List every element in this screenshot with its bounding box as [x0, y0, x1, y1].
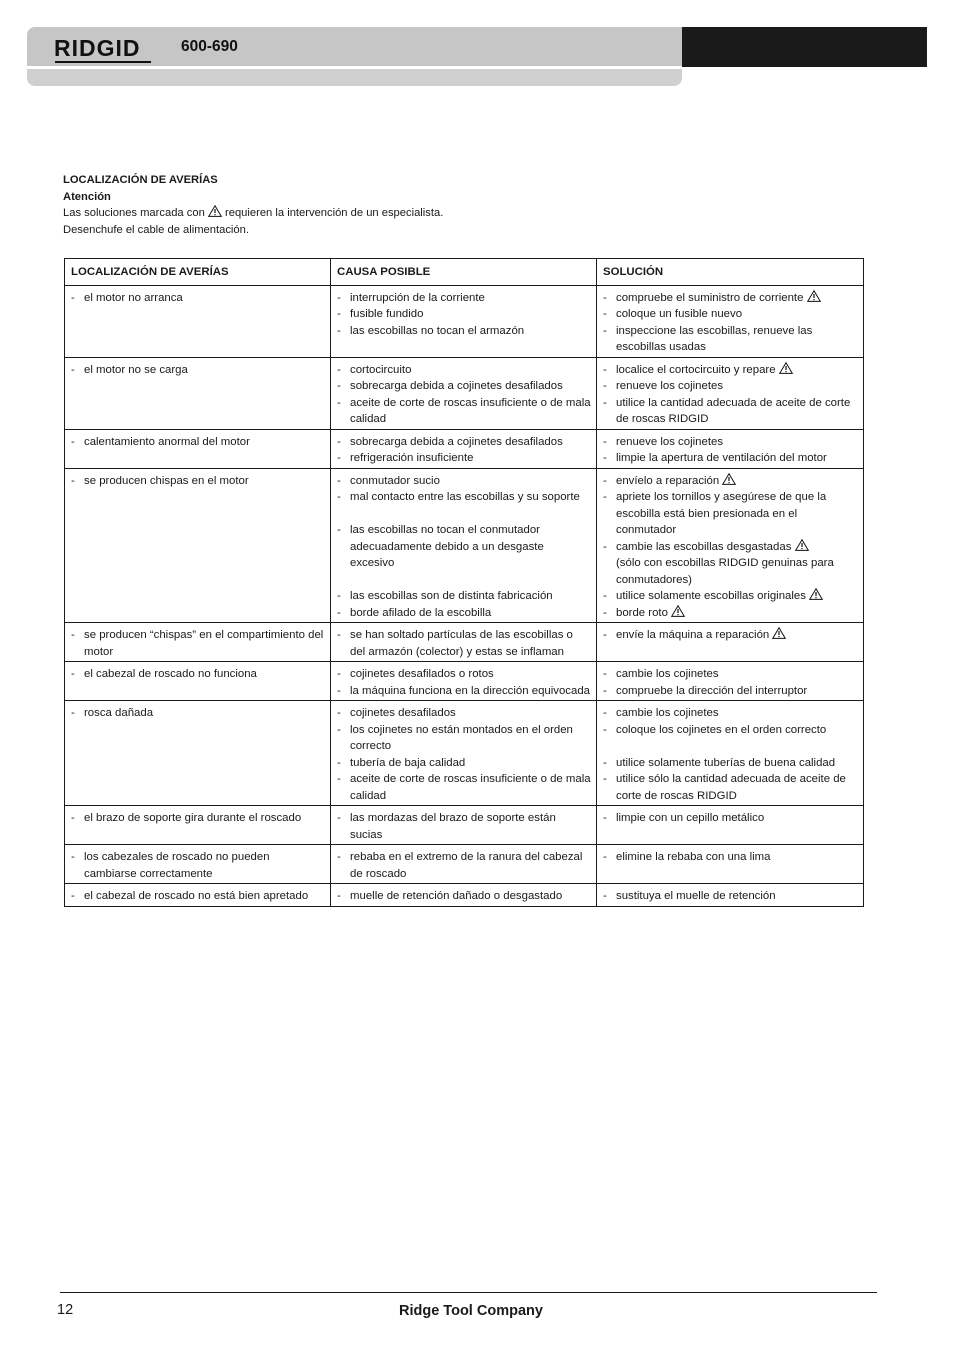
cause-cell — [331, 285, 597, 357]
list-spacer — [337, 506, 591, 523]
cause-item — [337, 362, 591, 379]
warning-triangle-icon — [809, 588, 823, 600]
solution-item-text: sustituya el muelle de retención — [616, 890, 776, 902]
cause-cell — [331, 429, 597, 468]
fault-cell — [65, 623, 331, 662]
solution-item — [603, 705, 858, 722]
solution-item — [603, 489, 858, 539]
cause-list — [337, 473, 591, 622]
fault-list — [71, 627, 325, 660]
fault-cell — [65, 468, 331, 623]
solution-cell — [597, 884, 864, 907]
solution-item — [603, 539, 858, 556]
solution-cell — [597, 285, 864, 357]
fault-item — [71, 888, 325, 905]
header-solution: SOLUCIÓN — [597, 259, 864, 286]
solution-item — [603, 555, 858, 588]
solution-item-text: elimine la rebaba con una lima — [616, 851, 771, 863]
header-underband — [27, 69, 682, 86]
solution-item — [603, 306, 858, 323]
warning-triangle-icon — [772, 627, 786, 639]
solution-item-text: envíe la máquina a reparación — [616, 629, 770, 641]
solution-item — [603, 627, 858, 644]
warning-triangle-icon — [795, 539, 809, 551]
fault-cell — [65, 845, 331, 884]
table-row — [65, 701, 864, 806]
solution-item — [603, 378, 858, 395]
solution-cell — [597, 429, 864, 468]
cause-item-text: cortocircuito — [350, 363, 412, 376]
solution-item-text: utilice la cantidad adecuada de aceite de corte de roscas RIDGID — [616, 396, 851, 425]
cause-item — [337, 771, 591, 804]
cause-item-text: rebaba en el extremo de la ranura del cabezal de roscado — [350, 851, 583, 880]
solution-item-text: renueve los cojinetes — [616, 435, 724, 448]
solution-item — [603, 810, 858, 827]
solution-item-text: compruebe el suministro de corriente — [616, 291, 804, 304]
solution-cell — [597, 662, 864, 701]
solution-list — [603, 290, 858, 356]
footer-divider — [60, 1292, 877, 1293]
header-black-block — [682, 27, 927, 67]
attention-label: Atención — [63, 190, 111, 203]
solution-item — [603, 849, 858, 866]
solution-cell — [597, 357, 864, 429]
solution-item-text: envíelo a reparación — [616, 474, 720, 487]
cause-item-text: las escobillas son de distinta fabricación — [350, 590, 553, 602]
cause-item — [337, 722, 591, 755]
cause-item — [337, 627, 591, 660]
fault-cell — [65, 701, 331, 806]
solution-item-text: inspeccione las escobillas, renueve las escobillas usadas — [616, 324, 813, 353]
cause-list — [337, 849, 591, 882]
solution-list — [603, 627, 858, 644]
cause-item-text: fusible fundido — [350, 308, 424, 320]
cause-item — [337, 849, 591, 882]
fault-item-text: calentamiento anormal del motor — [84, 435, 250, 448]
fault-list — [71, 290, 325, 307]
cause-item-text: las escobillas no tocan el conmutador adecuadamente debido a un desgaste excesivo — [350, 524, 544, 569]
fault-list — [71, 849, 325, 882]
solution-item — [603, 683, 858, 700]
table-body — [65, 285, 864, 906]
warning-triangle-icon — [671, 605, 685, 617]
fault-cell — [65, 662, 331, 701]
fault-item-text: los cabezales de roscado no pueden cambiarse correctamente — [84, 851, 270, 880]
solution-item — [603, 362, 858, 379]
fault-item-text: el brazo de soporte gira durante el roscado — [84, 812, 302, 824]
cause-item — [337, 489, 591, 506]
fault-item — [71, 705, 325, 722]
cause-list — [337, 705, 591, 804]
cause-list — [337, 810, 591, 843]
list-spacer — [337, 572, 591, 589]
cause-item-text: tubería de baja calidad — [350, 756, 466, 769]
fault-list — [71, 810, 325, 827]
specialist-note-end: requieren la intervención de un especialista. — [225, 207, 444, 219]
fault-item-text: el cabezal de roscado no está bien apretado — [84, 890, 309, 902]
fault-list — [71, 666, 325, 683]
table-row — [65, 429, 864, 468]
solution-list — [603, 849, 858, 866]
solution-item — [603, 473, 858, 490]
solution-item — [603, 771, 858, 804]
warning-triangle-icon — [208, 205, 222, 217]
table-row — [65, 285, 864, 357]
cause-item-text: sobrecarga debida a cojinetes desafilados — [350, 435, 563, 448]
fault-cell — [65, 806, 331, 845]
solution-item-text: cambie las escobillas desgastadas — [616, 540, 792, 553]
cause-item-text: aceite de corte de roscas insuficiente o de mala calidad — [350, 773, 591, 802]
header-cause: CAUSA POSIBLE — [331, 259, 597, 286]
intro-block — [63, 172, 443, 238]
cause-item — [337, 323, 591, 340]
solution-item — [603, 450, 858, 467]
solution-item-text: cambie los cojinetes — [616, 707, 719, 719]
fault-item-text: el motor no se carga — [84, 363, 188, 376]
cause-item — [337, 434, 591, 451]
fault-list — [71, 434, 325, 451]
fault-item — [71, 362, 325, 379]
cause-item — [337, 450, 591, 467]
cause-item — [337, 755, 591, 772]
cause-item-text: refrigeración insuficiente — [350, 452, 474, 464]
troubleshooting-table — [64, 258, 864, 907]
list-spacer — [603, 738, 858, 755]
cause-item — [337, 683, 591, 700]
company-name: Ridge Tool Company — [399, 1303, 543, 1319]
cause-item — [337, 290, 591, 307]
cause-cell — [331, 357, 597, 429]
fault-item — [71, 849, 325, 882]
cause-item — [337, 888, 591, 905]
fault-item — [71, 627, 325, 660]
table-row — [65, 468, 864, 623]
cause-item — [337, 605, 591, 622]
solution-item-text: utilice solamente tuberías de buena calidad — [616, 756, 836, 769]
solution-item — [603, 605, 858, 622]
fault-item — [71, 666, 325, 683]
solution-item — [603, 722, 858, 739]
solution-item — [603, 666, 858, 683]
solution-cell — [597, 623, 864, 662]
solution-list — [603, 888, 858, 905]
solution-item-text: renueve los cojinetes — [616, 380, 724, 392]
solution-item-text: coloque los cojinetes en el orden correcto — [616, 723, 827, 736]
cause-item — [337, 705, 591, 722]
solution-item — [603, 588, 858, 605]
fault-item — [71, 473, 325, 490]
cause-item — [337, 473, 591, 490]
solution-item-text: apriete los tornillos y asegúrese de que la escobilla está bien presionada en el conmutador — [616, 491, 827, 536]
fault-cell — [65, 285, 331, 357]
cause-item-text: se han soltado partículas de las escobillas o del armazón (colector) y estas se inflaman — [350, 629, 573, 658]
cause-item — [337, 395, 591, 428]
cause-item-text: los cojinetes no están montados en el orden correcto — [350, 723, 573, 752]
table-row — [65, 662, 864, 701]
fault-list — [71, 705, 325, 722]
fault-item-text: se producen chispas en el motor — [84, 474, 249, 487]
solution-item-text: cambie los cojinetes — [616, 668, 719, 680]
solution-item-text: borde roto — [616, 606, 668, 619]
logo-underline — [55, 61, 151, 63]
cause-list — [337, 627, 591, 660]
cause-item — [337, 666, 591, 683]
section-heading: LOCALIZACIÓN DE AVERÍAS — [63, 174, 218, 186]
cause-item-text: las mordazas del brazo de soporte están sucias — [350, 812, 556, 841]
solution-item-text: coloque un fusible nuevo — [616, 308, 743, 320]
solution-list — [603, 666, 858, 699]
cause-item-text: muelle de retención dañado o desgastado — [350, 890, 563, 902]
cause-list — [337, 362, 591, 428]
unplug-note: Desenchufe el cable de alimentación. — [63, 223, 249, 236]
fault-cell — [65, 884, 331, 907]
table-header-row — [65, 259, 864, 286]
cause-cell — [331, 701, 597, 806]
cause-item-text: conmutador sucio — [350, 474, 440, 487]
model-number: 600-690 — [181, 38, 238, 55]
solution-item — [603, 323, 858, 356]
solution-list — [603, 705, 858, 804]
ridgid-logo: RIDGID — [54, 35, 141, 61]
cause-item — [337, 588, 591, 605]
table-row — [65, 806, 864, 845]
solution-item — [603, 395, 858, 428]
cause-item-text: las escobillas no tocan el armazón — [350, 324, 525, 337]
solution-list — [603, 434, 858, 467]
cause-item-text: borde afilado de la escobilla — [350, 606, 492, 619]
solution-list — [603, 473, 858, 622]
header-divider — [27, 66, 682, 68]
page-number: 12 — [57, 1302, 74, 1318]
header-fault: LOCALIZACIÓN DE AVERÍAS — [65, 259, 331, 286]
fault-item-text: el cabezal de roscado no funciona — [84, 668, 257, 680]
solution-cell — [597, 806, 864, 845]
solution-item-text: utilice sólo la cantidad adecuada de aceite de corte de roscas RIDGID — [616, 773, 846, 802]
cause-cell — [331, 845, 597, 884]
warning-triangle-icon — [722, 473, 736, 485]
cause-item-text: aceite de corte de roscas insuficiente o de mala calidad — [350, 396, 591, 425]
fault-item-text: se producen “chispas” en el compartimiento del motor — [84, 629, 324, 658]
solution-cell — [597, 701, 864, 806]
solution-cell — [597, 845, 864, 884]
table-row — [65, 884, 864, 907]
specialist-note — [63, 205, 443, 222]
solution-item-text: localice el cortocircuito y repare — [616, 363, 776, 376]
cause-list — [337, 888, 591, 905]
solution-item — [603, 888, 858, 905]
cause-item-text: cojinetes desafilados — [350, 707, 456, 719]
cause-item — [337, 306, 591, 323]
cause-item — [337, 810, 591, 843]
solution-item-text: (sólo con escobillas RIDGID genuinas para conmutadores) — [616, 557, 834, 586]
solution-list — [603, 362, 858, 428]
table-row — [65, 357, 864, 429]
cause-item-text: mal contacto entre las escobillas y su soporte — [350, 491, 580, 503]
solution-item — [603, 290, 858, 307]
warning-triangle-icon — [779, 362, 793, 374]
solution-item — [603, 755, 858, 772]
fault-cell — [65, 429, 331, 468]
fault-item-text: el motor no arranca — [84, 291, 183, 304]
fault-list — [71, 473, 325, 490]
fault-list — [71, 362, 325, 379]
solution-item-text: limpie con un cepillo metálico — [616, 812, 765, 824]
cause-cell — [331, 806, 597, 845]
cause-item — [337, 522, 591, 572]
cause-cell — [331, 662, 597, 701]
cause-cell — [331, 623, 597, 662]
cause-list — [337, 290, 591, 340]
cause-item-text: interrupción de la corriente — [350, 291, 485, 304]
fault-cell — [65, 357, 331, 429]
table-row — [65, 845, 864, 884]
fault-item — [71, 290, 325, 307]
warning-triangle-icon — [807, 290, 821, 302]
fault-item-text: rosca dañada — [84, 707, 154, 719]
solution-list — [603, 810, 858, 827]
cause-item-text: sobrecarga debida a cojinetes desafilados — [350, 380, 563, 392]
fault-item — [71, 810, 325, 827]
cause-cell — [331, 884, 597, 907]
cause-cell — [331, 468, 597, 623]
solution-item-text: limpie la apertura de ventilación del motor — [616, 452, 827, 464]
solution-item-text: utilice solamente escobillas originales — [616, 590, 806, 602]
specialist-note-start: Las soluciones marcada con — [63, 207, 205, 219]
solution-item — [603, 434, 858, 451]
fault-item — [71, 434, 325, 451]
solution-cell — [597, 468, 864, 623]
cause-list — [337, 434, 591, 467]
solution-item-text: compruebe la dirección del interruptor — [616, 684, 808, 697]
cause-item-text: la máquina funciona en la dirección equivocada — [350, 684, 590, 697]
cause-item-text: cojinetes desafilados o rotos — [350, 668, 494, 680]
cause-list — [337, 666, 591, 699]
fault-list — [71, 888, 325, 905]
table-row — [65, 623, 864, 662]
cause-item — [337, 378, 591, 395]
